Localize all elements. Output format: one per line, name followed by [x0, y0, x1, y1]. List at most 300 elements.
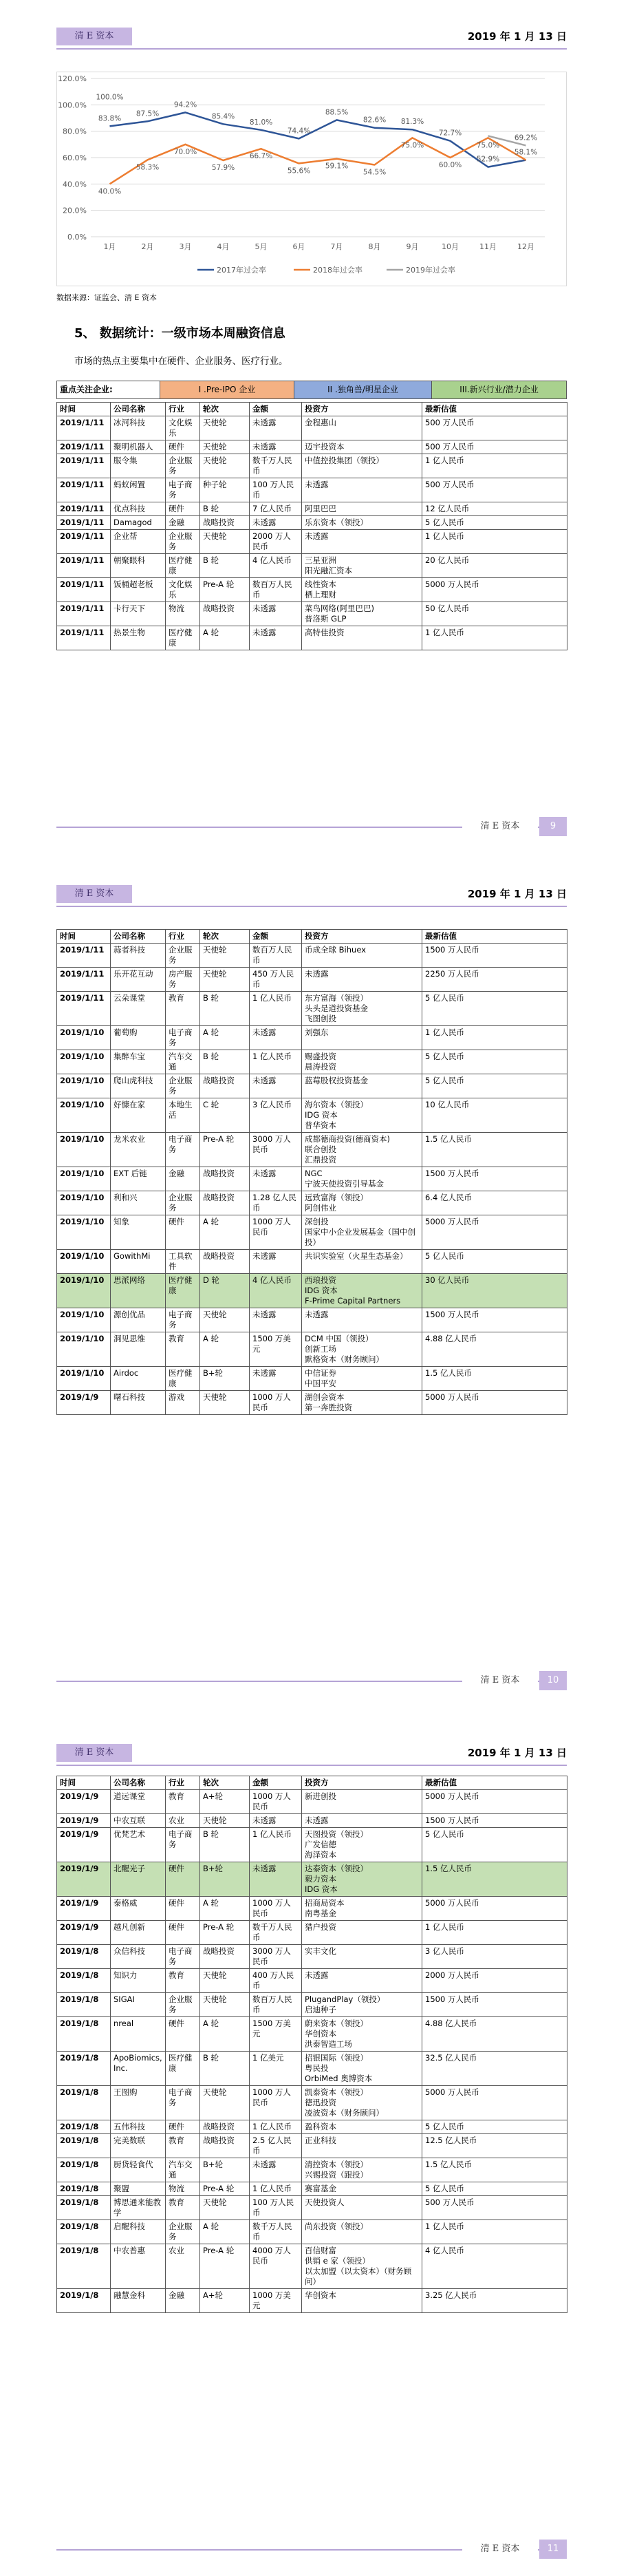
- table-cell: A 轮: [200, 2220, 250, 2244]
- table-cell: 中农普惠: [111, 2244, 166, 2289]
- table-cell: 2019/1/10: [57, 1308, 111, 1332]
- table-cell: 2019/1/8: [57, 2158, 111, 2182]
- table-header-row: [57, 930, 567, 944]
- data-label: 100.0%: [96, 93, 124, 102]
- table-cell: 赛富基金: [302, 2182, 422, 2196]
- footer-brand: 清 E 资本: [462, 1672, 538, 1689]
- table-cell: 2019/1/10: [57, 1191, 111, 1215]
- table-cell: 5 亿人民币: [422, 1050, 567, 1074]
- table-cell: 医疗健康: [166, 626, 200, 650]
- table-row: [57, 2134, 567, 2158]
- legend-label: 2019年过会率: [406, 266, 455, 275]
- data-label: 57.9%: [211, 164, 235, 173]
- table-cell: 战略投资: [200, 1945, 250, 1969]
- table-cell: 2019/1/11: [57, 626, 111, 650]
- table-cell: 医疗健康: [166, 1274, 200, 1308]
- table-row: [57, 992, 567, 1026]
- table-cell: 好慷在家: [111, 1098, 166, 1133]
- table-cell: 天使轮: [200, 454, 250, 478]
- table-cell: 企业服务: [166, 2220, 200, 2244]
- table-cell: 朝聚眼科: [111, 554, 166, 578]
- table-cell: 2019/1/11: [57, 992, 111, 1026]
- table-cell: 菜鸟网络(阿里巴巴) 普洛斯 GLP: [302, 602, 422, 626]
- table-cell: 刘强东: [302, 1026, 422, 1050]
- table-row: [57, 626, 567, 650]
- table-cell: 教育: [166, 2196, 200, 2220]
- table-row: [57, 2120, 567, 2134]
- table-cell: 盈科资本: [302, 2120, 422, 2134]
- table-row: [57, 1026, 567, 1050]
- table-cell: 7 亿人民币: [250, 502, 302, 516]
- column-header: 时间: [57, 1776, 111, 1790]
- table-cell: 百信财富 供销 e 家（领投） 以太加盟（以太资本）（财务顾问）: [302, 2244, 422, 2289]
- table-row: [57, 2017, 567, 2052]
- table-cell: 2019/1/8: [57, 2196, 111, 2220]
- table-cell: 1 亿美元: [250, 2052, 302, 2086]
- table-cell: 1 亿人民币: [250, 992, 302, 1026]
- table-cell: 天使轮: [200, 1993, 250, 2017]
- table-cell: 1000 万人民币: [250, 2086, 302, 2120]
- table-cell: 华创资本: [302, 2289, 422, 2313]
- data-label: 70.0%: [173, 147, 197, 156]
- column-header: 投资方: [302, 403, 422, 416]
- table-cell: 4.88 亿人民币: [422, 1332, 567, 1367]
- table-cell: 450 万人民币: [250, 968, 302, 992]
- table-cell: 未透露: [250, 1250, 302, 1274]
- table-cell: 中信证券 中国平安: [302, 1367, 422, 1391]
- table-cell: 电子商务: [166, 478, 200, 502]
- table-cell: 5 亿人民币: [422, 1074, 567, 1098]
- report-date: 2019 年 1 月 13 日: [467, 1747, 567, 1759]
- table-cell: 文化娱乐: [166, 578, 200, 602]
- x-tick-label: 4月: [217, 242, 230, 251]
- table-cell: 1500 万人民币: [422, 1167, 567, 1191]
- table-cell: 教育: [166, 1969, 200, 1993]
- table-cell: 卡行天下: [111, 602, 166, 626]
- footer-brand: 清 E 资本: [462, 2541, 538, 2557]
- table-cell: 硬件: [166, 1215, 200, 1250]
- brand-logo: 清 E 资本: [56, 28, 132, 45]
- table-row: [57, 530, 567, 554]
- table-cell: 500 万人民币: [422, 440, 567, 454]
- table-cell: 2019/1/10: [57, 1133, 111, 1167]
- table-row: [57, 1250, 567, 1274]
- table-cell: 20 亿人民币: [422, 554, 567, 578]
- table-cell: 思派网络: [111, 1274, 166, 1308]
- table-cell: 战略投资: [200, 1167, 250, 1191]
- table-cell: 道远课堂: [111, 1790, 166, 1814]
- table-cell: 4.88 亿人民币: [422, 2017, 567, 2052]
- table-row: [57, 2244, 567, 2289]
- table-cell: 2019/1/10: [57, 1167, 111, 1191]
- table-row: [57, 602, 567, 626]
- y-tick-label: 20.0%: [63, 206, 87, 215]
- table-cell: 集醉车宝: [111, 1050, 166, 1074]
- table-cell: 洞见思维: [111, 1332, 166, 1367]
- table-cell: 天使轮: [200, 968, 250, 992]
- report-date: 2019 年 1 月 13 日: [467, 888, 567, 900]
- table-cell: 5000 万人民币: [422, 1215, 567, 1250]
- table-cell: 100 万人民币: [250, 2196, 302, 2220]
- table-cell: A+轮: [200, 1790, 250, 1814]
- focus-item-emerging: III.新兴行业/潜力企业: [432, 381, 566, 398]
- table-cell: 工具软件: [166, 1250, 200, 1274]
- table-cell: 2019/1/11: [57, 502, 111, 516]
- table-cell: 6.4 亿人民币: [422, 1191, 567, 1215]
- column-header: 行业: [166, 403, 200, 416]
- table-cell: 1 亿人民币: [250, 1828, 302, 1862]
- table-cell: A 轮: [200, 1215, 250, 1250]
- table-cell: 种子轮: [200, 478, 250, 502]
- table-cell: 1500 万美元: [250, 2017, 302, 2052]
- report-date: 2019 年 1 月 13 日: [467, 30, 567, 43]
- data-label: 75.0%: [476, 141, 500, 150]
- table-cell: 未透露: [250, 516, 302, 530]
- table-cell: 王图购: [111, 2086, 166, 2120]
- table-cell: 硬件: [166, 2017, 200, 2052]
- table-cell: 天使轮: [200, 944, 250, 968]
- table-cell: B 轮: [200, 2052, 250, 2086]
- table-cell: 海尔资本（领投） IDG 资本 普华资本: [302, 1098, 422, 1133]
- table-cell: 服令集: [111, 454, 166, 478]
- table-cell: 2019/1/8: [57, 2086, 111, 2120]
- table-cell: A 轮: [200, 2017, 250, 2052]
- table-cell: 2019/1/8: [57, 2017, 111, 2052]
- table-cell: 游戏: [166, 1391, 200, 1415]
- table-cell: 1 亿人民币: [422, 454, 567, 478]
- y-tick-label: 120.0%: [58, 74, 87, 83]
- table-cell: 企业服务: [166, 454, 200, 478]
- page-number: 11: [539, 2540, 567, 2559]
- table-cell: 泰格威: [111, 1897, 166, 1921]
- table-cell: 2019/1/10: [57, 1074, 111, 1098]
- table-row: [57, 1098, 567, 1133]
- table-cell: 2019/1/8: [57, 2220, 111, 2244]
- table-cell: 1 亿人民币: [422, 626, 567, 650]
- table-cell: 100 万人民币: [250, 478, 302, 502]
- x-tick-label: 3月: [179, 242, 192, 251]
- table-cell: 完美数联: [111, 2134, 166, 2158]
- table-cell: 电子商务: [166, 1308, 200, 1332]
- table-cell: 正业科技: [302, 2134, 422, 2158]
- table-cell: 1 亿人民币: [422, 2220, 567, 2244]
- table-cell: 2019/1/10: [57, 1215, 111, 1250]
- financing-table-page-9: [56, 402, 567, 650]
- table-cell: 2000 万人民币: [250, 530, 302, 554]
- column-header: 金额: [250, 1776, 302, 1790]
- table-cell: 2019/1/11: [57, 478, 111, 502]
- column-header: 时间: [57, 403, 111, 416]
- table-cell: 2.5 亿人民币: [250, 2134, 302, 2158]
- table-cell: 12 亿人民币: [422, 502, 567, 516]
- table-cell: 金融: [166, 1167, 200, 1191]
- table-cell: B+轮: [200, 2158, 250, 2182]
- table-cell: 战略投资: [200, 1191, 250, 1215]
- table-cell: 数千万人民币: [250, 2220, 302, 2244]
- page-footer: [56, 817, 567, 836]
- table-row: [57, 1391, 567, 1415]
- table-cell: 教育: [166, 1790, 200, 1814]
- table-cell: 5 亿人民币: [422, 516, 567, 530]
- table-cell: 10 亿人民币: [422, 1098, 567, 1133]
- table-cell: 龙米农业: [111, 1133, 166, 1167]
- table-cell: 2019/1/8: [57, 2120, 111, 2134]
- table-cell: 企业服务: [166, 1074, 200, 1098]
- table-cell: 企业帮: [111, 530, 166, 554]
- table-cell: 2019/1/9: [57, 1921, 111, 1945]
- table-cell: 硬件: [166, 1862, 200, 1897]
- table-cell: 1.5 亿人民币: [422, 1133, 567, 1167]
- table-cell: 未透露: [250, 1026, 302, 1050]
- table-cell: ApoBiomics, Inc.: [111, 2052, 166, 2086]
- table-cell: 2019/1/8: [57, 1993, 111, 2017]
- table-row: [57, 516, 567, 530]
- page-header: [56, 1744, 567, 1762]
- table-cell: 2019/1/11: [57, 578, 111, 602]
- table-cell: Pre-A 轮: [200, 1133, 250, 1167]
- table-row: [57, 1074, 567, 1098]
- table-row: [57, 1897, 567, 1921]
- table-cell: Pre-A 轮: [200, 578, 250, 602]
- table-cell: 知象: [111, 1215, 166, 1250]
- table-cell: 数千万人民币: [250, 1921, 302, 1945]
- table-cell: 2019/1/11: [57, 416, 111, 440]
- table-cell: 企业服务: [166, 944, 200, 968]
- table-cell: Pre-A 轮: [200, 2244, 250, 2289]
- table-cell: B 轮: [200, 502, 250, 516]
- y-tick-label: 60.0%: [63, 153, 87, 162]
- table-cell: 5000 万人民币: [422, 578, 567, 602]
- table-cell: 未透露: [250, 2158, 302, 2182]
- table-cell: A 轮: [200, 1026, 250, 1050]
- data-label: 52.9%: [476, 155, 500, 164]
- table-cell: A 轮: [200, 1897, 250, 1921]
- table-cell: D 轮: [200, 1274, 250, 1308]
- table-cell: 3000 万人民币: [250, 1133, 302, 1167]
- table-cell: 蚂蚁闲置: [111, 478, 166, 502]
- table-cell: 企业服务: [166, 1191, 200, 1215]
- table-row: [57, 1215, 567, 1250]
- table-row: [57, 1828, 567, 1862]
- table-cell: 2019/1/8: [57, 1945, 111, 1969]
- table-cell: 蒜者科技: [111, 944, 166, 968]
- table-cell: 1.28 亿人民币: [250, 1191, 302, 1215]
- table-cell: 医疗健康: [166, 2052, 200, 2086]
- table-cell: 曙石科技: [111, 1391, 166, 1415]
- data-label: 59.1%: [325, 162, 349, 171]
- page-footer: [56, 2540, 567, 2559]
- data-label: 69.2%: [514, 134, 538, 142]
- table-cell: 企业服务: [166, 1993, 200, 2017]
- table-cell: 3 亿人民币: [250, 1098, 302, 1133]
- table-cell: 2019/1/10: [57, 1026, 111, 1050]
- footer-brand: 清 E 资本: [462, 818, 538, 835]
- table-cell: 32.5 亿人民币: [422, 2052, 567, 2086]
- data-label: 87.5%: [136, 109, 160, 118]
- table-cell: 400 万人民币: [250, 1969, 302, 1993]
- table-cell: 500 万人民币: [422, 416, 567, 440]
- table-cell: 天使轮: [200, 530, 250, 554]
- table-cell: 币成全球 Bihuex: [302, 944, 422, 968]
- table-cell: 电子商务: [166, 1828, 200, 1862]
- table-cell: 融慧金科: [111, 2289, 166, 2313]
- y-tick-label: 0.0%: [67, 233, 87, 242]
- table-row: [57, 478, 567, 502]
- table-cell: 聚盟: [111, 2182, 166, 2196]
- table-cell: DCM 中国（领投） 创新工场 默格资本（财务顾问）: [302, 1332, 422, 1367]
- table-cell: 2019/1/11: [57, 516, 111, 530]
- table-cell: 4 亿人民币: [422, 2244, 567, 2289]
- table-cell: 汽车交通: [166, 2158, 200, 2182]
- table-cell: 4000 万人民币: [250, 2244, 302, 2289]
- table-cell: 数千万人民币: [250, 454, 302, 478]
- table-cell: 未透露: [250, 1814, 302, 1828]
- table-cell: 2019/1/10: [57, 1274, 111, 1308]
- table-cell: 5 亿人民币: [422, 2120, 567, 2134]
- table-cell: 1.5 亿人民币: [422, 1367, 567, 1391]
- table-cell: 知识力: [111, 1969, 166, 1993]
- table-cell: Pre-A 轮: [200, 1921, 250, 1945]
- table-cell: 战略投资: [200, 2134, 250, 2158]
- table-cell: 达泰资本（领投） 毅力资本 IDG 资本: [302, 1862, 422, 1897]
- table-cell: 深创投 国家中小企业发展基金（国中创投）: [302, 1215, 422, 1250]
- table-cell: 2019/1/11: [57, 944, 111, 968]
- table-cell: 未透露: [250, 1074, 302, 1098]
- table-cell: 硬件: [166, 1897, 200, 1921]
- table-cell: 未透露: [250, 602, 302, 626]
- table-cell: 30 亿人民币: [422, 1274, 567, 1308]
- table-cell: 1500 万人民币: [422, 1993, 567, 2017]
- legend-label: 2017年过会率: [217, 266, 266, 275]
- table-cell: 未透露: [250, 1862, 302, 1897]
- table-cell: 2019/1/11: [57, 602, 111, 626]
- table-cell: 物流: [166, 602, 200, 626]
- column-header: 时间: [57, 930, 111, 944]
- table-cell: 未透露: [250, 1367, 302, 1391]
- table-cell: 电子商务: [166, 1945, 200, 1969]
- column-header: 最新估值: [422, 1776, 567, 1790]
- financing-table-page-10: [56, 929, 567, 1415]
- page-footer: [56, 1671, 567, 1690]
- table-cell: 1 亿人民币: [422, 1921, 567, 1945]
- table-cell: 天使轮: [200, 1969, 250, 1993]
- table-cell: 数百万人民币: [250, 1993, 302, 2017]
- table-cell: 2019/1/9: [57, 1862, 111, 1897]
- table-cell: 1000 万人民币: [250, 1215, 302, 1250]
- y-tick-label: 40.0%: [63, 180, 87, 189]
- table-row: [57, 968, 567, 992]
- table-cell: 农业: [166, 2244, 200, 2289]
- page-10: [0, 869, 617, 1715]
- table-cell: B 轮: [200, 554, 250, 578]
- table-cell: B+轮: [200, 1367, 250, 1391]
- table-cell: 2019/1/11: [57, 530, 111, 554]
- table-cell: 北醒光子: [111, 1862, 166, 1897]
- table-cell: B+轮: [200, 1862, 250, 1897]
- table-cell: 实丰文化: [302, 1945, 422, 1969]
- table-cell: 3000 万人民币: [250, 1945, 302, 1969]
- table-cell: 医疗健康: [166, 554, 200, 578]
- table-cell: 饭桶超老板: [111, 578, 166, 602]
- table-cell: 1000 万人民币: [250, 1790, 302, 1814]
- table-cell: 共识实验室（火星生态基金）: [302, 1250, 422, 1274]
- data-label: 60.0%: [438, 161, 462, 169]
- x-tick-label: 10月: [442, 242, 459, 251]
- table-cell: 金程惠山: [302, 416, 422, 440]
- table-cell: 凯泰资本（领投） 德迅投资 凌波资本（财务顾问）: [302, 2086, 422, 2120]
- x-tick-label: 11月: [479, 242, 497, 251]
- table-cell: 医疗健康: [166, 1367, 200, 1391]
- table-cell: 天使轮: [200, 416, 250, 440]
- table-row: [57, 1921, 567, 1945]
- table-row: [57, 578, 567, 602]
- table-cell: 优梵艺术: [111, 1828, 166, 1862]
- table-cell: 2019/1/10: [57, 1050, 111, 1074]
- data-label: 54.5%: [362, 168, 387, 177]
- table-cell: 1 亿人民币: [250, 2120, 302, 2134]
- x-tick-label: 12月: [517, 242, 534, 251]
- table-cell: A 轮: [200, 626, 250, 650]
- column-header: 行业: [166, 930, 200, 944]
- table-row: [57, 2052, 567, 2086]
- table-cell: 农业: [166, 1814, 200, 1828]
- table-cell: 2019/1/9: [57, 1897, 111, 1921]
- table-cell: 清控资本（领投） 兴锡投资（跟投）: [302, 2158, 422, 2182]
- column-header: 轮次: [200, 930, 250, 944]
- x-tick-label: 6月: [292, 242, 305, 251]
- table-cell: 天使轮: [200, 440, 250, 454]
- column-header: 金额: [250, 403, 302, 416]
- table-cell: 乐东资本（领投）: [302, 516, 422, 530]
- table-row: [57, 1274, 567, 1308]
- table-cell: C 轮: [200, 1098, 250, 1133]
- table-cell: 尚东投资（领投）: [302, 2220, 422, 2244]
- table-cell: 2019/1/10: [57, 1098, 111, 1133]
- column-header: 金额: [250, 930, 302, 944]
- table-cell: 金融: [166, 516, 200, 530]
- table-cell: 企业服务: [166, 530, 200, 554]
- table-cell: 三星亚洲 阳光融汇资本: [302, 554, 422, 578]
- table-cell: 12.5 亿人民币: [422, 2134, 567, 2158]
- table-row: [57, 1862, 567, 1897]
- table-cell: 2019/1/11: [57, 554, 111, 578]
- data-label: 83.8%: [98, 114, 122, 123]
- data-label: 66.7%: [249, 152, 273, 161]
- focus-item-pre-ipo: I .Pre-IPO 企业: [160, 381, 294, 398]
- table-cell: 未透露: [302, 1969, 422, 1993]
- data-label: 82.6%: [362, 116, 387, 125]
- table-cell: NGC 宁波天使投资引导基金: [302, 1167, 422, 1191]
- table-row: [57, 2182, 567, 2196]
- header-rule: [56, 1765, 567, 1766]
- table-cell: 数百万人民币: [250, 944, 302, 968]
- table-cell: 五伟科技: [111, 2120, 166, 2134]
- table-row: [57, 454, 567, 478]
- table-cell: 湖创会资本 第一奔胜投资: [302, 1391, 422, 1415]
- x-tick-label: 2月: [141, 242, 154, 251]
- table-cell: 2019/1/9: [57, 1790, 111, 1814]
- section-title: 5、 数据统计：一级市场本周融资信息: [74, 326, 285, 341]
- data-label: 58.3%: [136, 163, 160, 172]
- table-cell: 5 亿人民币: [422, 992, 567, 1026]
- table-row: [57, 554, 567, 578]
- table-row: [57, 1993, 567, 2017]
- table-cell: 硬件: [166, 2120, 200, 2134]
- table-row: [57, 1167, 567, 1191]
- table-cell: 1.5 亿人民币: [422, 1862, 567, 1897]
- column-header: 投资方: [302, 1776, 422, 1790]
- table-cell: 硬件: [166, 1921, 200, 1945]
